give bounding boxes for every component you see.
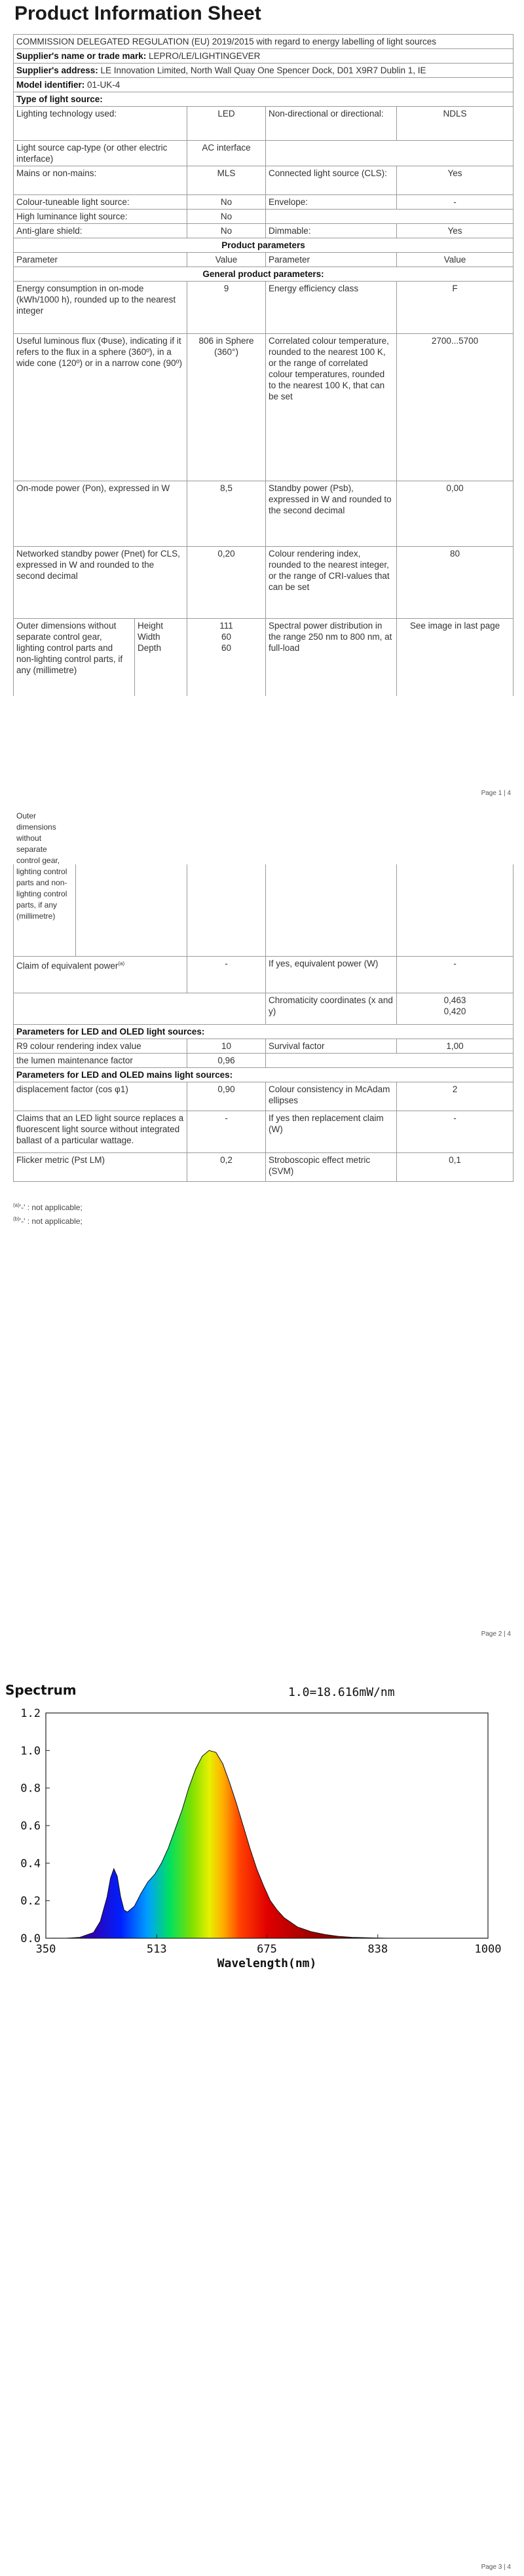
flux-value: 806 in Sphere (360°) [187, 334, 266, 481]
depth-value: 60 [221, 643, 232, 653]
y-tick-label: 0.4 [20, 1857, 41, 1871]
page-3 [0, 1676, 524, 2576]
model-label: Model identifier: [16, 80, 85, 90]
cls-value: Yes [397, 166, 514, 195]
outer-dimensions-label: Outer dimensions without separate control gear, lighting control parts and non-lighting control parts, if any (millimetre) [16, 621, 123, 675]
equiv-w-label: If yes, equivalent power (W) [266, 956, 397, 993]
col-value-1: Value [187, 253, 266, 267]
y-tick-label: 0.8 [20, 1782, 41, 1795]
envelope-label: Envelope: [266, 195, 397, 210]
mains-value: MLS [187, 166, 266, 195]
r9-label: R9 colour rendering index value [14, 1039, 187, 1053]
dimmable-label: Dimmable: [266, 224, 397, 238]
high-luminance-value: No [187, 210, 266, 224]
replace-value: - [397, 1111, 514, 1152]
survival-value: 1,00 [397, 1039, 514, 1053]
page-1 [0, 0, 524, 812]
footer-page-1: Page 1 | 4 [481, 790, 511, 797]
spectrum-note: 1.0=18.616mW/nm [288, 1685, 395, 1699]
chroma-x: 0,463 [443, 995, 466, 1005]
note-a-text: '-' : not applicable; [19, 1203, 83, 1212]
cri-value: 80 [397, 547, 514, 619]
equiv-w-value: - [397, 956, 514, 993]
networked-label: Networked standby power (Pnet) for CLS, expressed in W and rounded to the second decimal [14, 547, 187, 619]
supplier-address-label: Supplier's address: [16, 65, 98, 75]
high-luminance-label: High luminance light source: [14, 210, 187, 224]
spectrum-title: Spectrum [5, 1682, 77, 1698]
strobo-value: 0,1 [397, 1152, 514, 1181]
efficiency-label: Energy efficiency class [266, 282, 397, 334]
y-tick-label: 0.0 [20, 1932, 41, 1945]
directional-value: NDLS [397, 107, 514, 141]
x-tick-label: 350 [35, 1943, 56, 1956]
flicker-value: 0,2 [187, 1152, 266, 1181]
supplier-address-value: LE Innovation Limited, North Wall Quay One Spencer Dock, D01 X9R7 Dublin 1, IE [100, 65, 426, 75]
standby-value: 0,00 [397, 481, 514, 547]
flicker-label: Flicker metric (Pst LM) [14, 1152, 187, 1181]
cls-label: Connected light source (CLS): [266, 166, 397, 195]
x-tick-label: 675 [257, 1943, 277, 1956]
y-tick-label: 0.6 [20, 1820, 41, 1833]
tuneable-value: No [187, 195, 266, 210]
anti-glare-label: Anti-glare shield: [14, 224, 187, 238]
claims-value: - [187, 1111, 266, 1152]
anti-glare-value: No [187, 224, 266, 238]
chroma-label: Chromaticity coordinates (x and y) [266, 993, 397, 1024]
onmode-label: On-mode power (Pon), expressed in W [14, 481, 187, 547]
cct-value: 2700...5700 [397, 334, 514, 481]
col-parameter-2: Parameter [266, 253, 397, 267]
note-b-mark: (b) [13, 1216, 20, 1222]
height-value: 111 [219, 621, 233, 631]
tech-value: LED [187, 107, 266, 141]
note-b-text: '-' : not applicable; [19, 1217, 83, 1226]
spectrum-chart [0, 1676, 524, 2004]
tech-label: Lighting technology used: [14, 107, 187, 141]
strobo-label: Stroboscopic effect metric (SVM) [266, 1152, 397, 1181]
cri-label: Colour rendering index, rounded to the nearest integer, or the range of CRI-values that can be set [266, 547, 397, 619]
r9-value: 10 [187, 1039, 266, 1053]
pis-table-2 [13, 811, 514, 1182]
displacement-value: 0,90 [187, 1082, 266, 1111]
y-tick-label: 0.2 [20, 1894, 41, 1908]
spd-label: Spectral power distribution in the range 250 nm to 800 nm, at full-load [269, 621, 392, 653]
energy-value: 9 [187, 282, 266, 334]
led-heading: Parameters for LED and OLED light sources: [14, 1024, 514, 1039]
outer-dimensions-label-cont: Outer dimensions without separate control gear, lighting control parts and non-lighting control parts, if any (millimetre) [16, 811, 67, 921]
y-tick-label: 1.0 [20, 1744, 41, 1758]
mains-label: Mains or non-mains: [14, 166, 187, 195]
mains-heading: Parameters for LED and OLED mains light sources: [14, 1067, 514, 1082]
pis-table-1 [13, 34, 514, 696]
equiv-value: - [187, 956, 266, 993]
energy-label: Energy consumption in on-mode (kWh/1000 h), rounded up to the nearest integer [14, 282, 187, 334]
directional-label: Non-directional or directional: [266, 107, 397, 141]
depth-label: Depth [138, 643, 162, 653]
claims-label: Claims that an LED light source replaces a fluorescent light source without integrated ballast of a particular wattage. [14, 1111, 187, 1152]
x-tick-label: 513 [146, 1943, 167, 1956]
survival-label: Survival factor [266, 1039, 397, 1053]
tuneable-label: Colour-tuneable light source: [14, 195, 187, 210]
product-params-heading: Product parameters [14, 238, 514, 253]
height-label: Height [138, 621, 164, 631]
note-a-mark: (a) [13, 1202, 20, 1208]
plot-area [20, 1707, 501, 1970]
standby-label: Standby power (Psb), expressed in W and rounded to the second decimal [266, 481, 397, 547]
model-value: 01-UK-4 [87, 80, 121, 90]
footnotes [13, 1200, 83, 1227]
consistency-value: 2 [397, 1082, 514, 1111]
envelope-value: - [397, 195, 514, 210]
note-a-ref: (a) [118, 960, 125, 966]
spectrum-area [46, 1750, 488, 1938]
col-parameter-1: Parameter [14, 253, 187, 267]
lumen-value: 0,96 [187, 1053, 266, 1067]
efficiency-value: F [397, 282, 514, 334]
flux-label: Useful luminous flux (Φuse), indicating if it refers to the flux in a sphere (360º), in a wide cone (120º) or in a narrow cone (90º) [14, 334, 187, 481]
general-heading: General product parameters: [14, 267, 514, 282]
width-label: Width [138, 632, 160, 642]
col-value-2: Value [397, 253, 514, 267]
spd-value: See image in last page [397, 619, 514, 696]
y-tick-label: 1.2 [20, 1707, 41, 1720]
x-tick-label: 1000 [474, 1943, 502, 1956]
x-axis-label: Wavelength(nm) [217, 1957, 317, 1970]
regulation-text: COMMISSION DELEGATED REGULATION (EU) 2019/2015 with regard to energy labelling of light sources [14, 35, 514, 49]
onmode-value: 8,5 [187, 481, 266, 547]
cap-label: Light source cap-type (or other electric interface) [14, 141, 187, 166]
replace-label: If yes then replacement claim (W) [266, 1111, 397, 1152]
footer-page-2: Page 2 | 4 [481, 1630, 511, 1638]
equiv-label: Claim of equivalent power [16, 961, 119, 970]
type-heading: Type of light source: [14, 92, 514, 107]
footer-page-3: Page 3 | 4 [481, 2564, 511, 2571]
supplier-name-value: LEPRO/LE/LIGHTINGEVER [149, 51, 261, 61]
cct-label: Correlated colour temperature, rounded to the nearest 100 K, or the range of correlated colour temperatures, rounded to the nearest 100 K, that can be set [266, 334, 397, 481]
x-tick-label: 838 [367, 1943, 388, 1956]
networked-value: 0,20 [187, 547, 266, 619]
lumen-label: the lumen maintenance factor [14, 1053, 187, 1067]
displacement-label: displacement factor (cos φ1) [14, 1082, 187, 1111]
chroma-y: 0,420 [443, 1006, 466, 1016]
page-title: Product Information Sheet [14, 3, 261, 24]
supplier-name-label: Supplier's name or trade mark: [16, 51, 147, 61]
cap-value: AC interface [187, 141, 266, 166]
width-value: 60 [221, 632, 232, 642]
dimmable-value: Yes [397, 224, 514, 238]
page-2 [0, 811, 524, 1650]
consistency-label: Colour consistency in McAdam ellipses [266, 1082, 397, 1111]
